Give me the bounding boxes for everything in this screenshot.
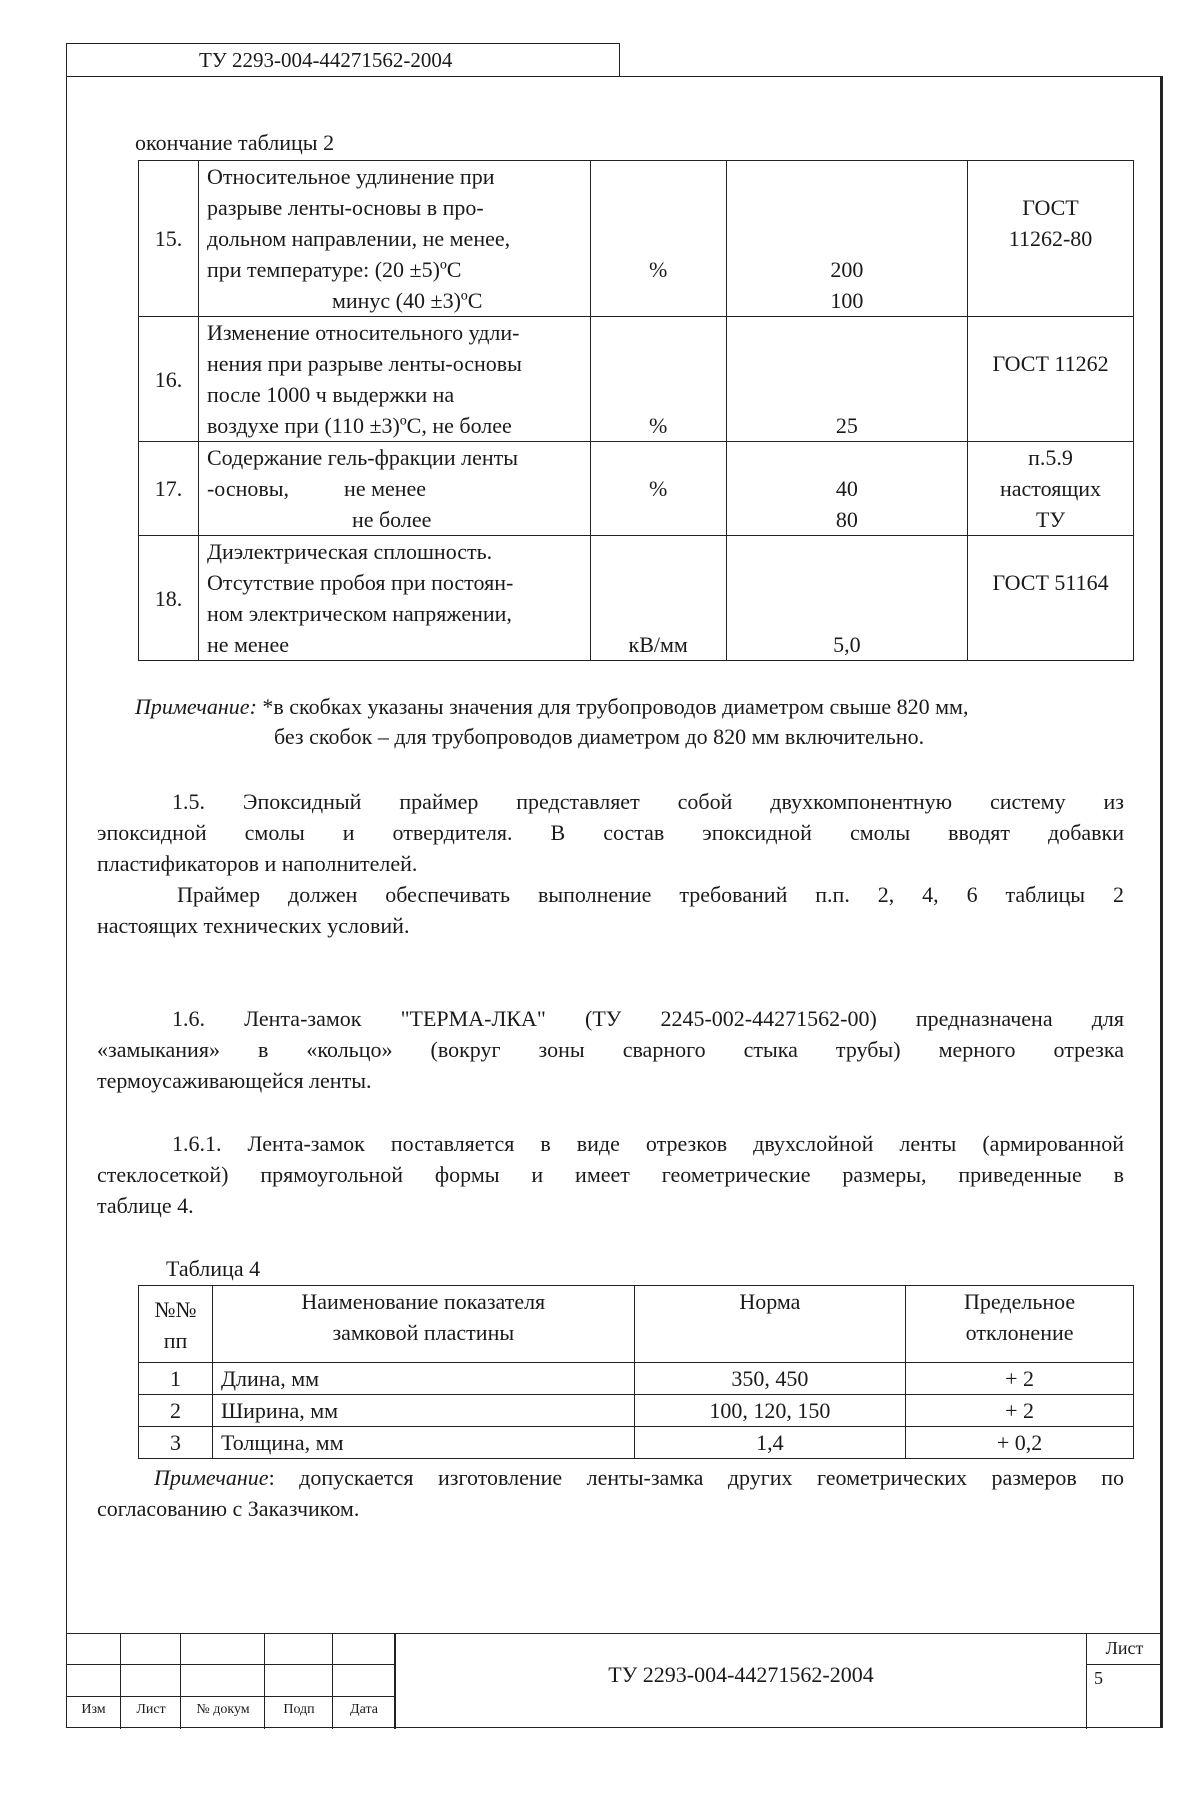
table-row — [139, 1427, 1134, 1459]
row-parameter: Относительное удлинение при разрыве ленты-основы в про- дольном направлении, не менее, при температуре: (20 ±5)ºС минус (40 ±3)ºС — [198, 161, 590, 317]
top-document-code: ТУ 2293-004-44271562-2004 — [66, 43, 620, 76]
table-row — [139, 161, 1134, 317]
table-row — [139, 442, 1134, 536]
table-row — [139, 317, 1134, 442]
header-tolerance: Предельное отклонение — [906, 1286, 1134, 1363]
row-tolerance: + 2 — [906, 1395, 1134, 1427]
row-parameter: Изменение относительного удли- нения при разрыве ленты-основы после 1000 ч выдержки на воздухе при (110 ±3)ºС, не более — [198, 317, 590, 442]
label-signature: Подп — [283, 1702, 315, 1717]
sheet-number: 5 — [1094, 1668, 1103, 1688]
row-value: 25 — [726, 317, 967, 442]
table-row — [139, 536, 1134, 661]
table-header-row — [139, 1286, 1134, 1363]
table-row — [139, 1363, 1134, 1395]
label-date: Дата — [350, 1702, 378, 1717]
table4-caption: Таблица 4 — [166, 1256, 261, 1281]
table4 — [138, 1285, 1134, 1459]
row-number: 17. — [139, 442, 199, 536]
row-unit: кВ/мм — [590, 536, 726, 661]
row-method: ГОСТ 11262-80 — [968, 161, 1134, 317]
row-parameter: Содержание гель-фракции ленты -основы, не менее не более — [198, 442, 590, 536]
label-izm: Изм — [81, 1702, 106, 1717]
row-name: Ширина, мм — [212, 1395, 634, 1427]
row-number: 16. — [139, 317, 199, 442]
header-name: Наименование показателя замковой пластины — [212, 1286, 634, 1363]
paragraph-1-5: 1.5. Эпоксидный праймер представляет собой двухкомпонентную систему из эпоксидной смолы и отвердителя. В состав эпоксидной смолы вводят добавки пластификаторов и наполнителей. Праймер должен обеспечивать выполнение требований п.п. 2, 4, 6 таблицы 2 настоящих технических условий. — [97, 789, 1124, 938]
table2-note-line1: Примечание: *в скобках указаны значения для трубопроводов диаметром свыше 820 мм, — [135, 694, 969, 719]
label-list: Лист — [136, 1702, 166, 1717]
frame-right-edge — [1160, 76, 1163, 1728]
row-tolerance: + 0,2 — [906, 1427, 1134, 1459]
paragraph-1-6: 1.6. Лента-замок "ТЕРМА-ЛКА" (ТУ 2245-002-44271562-00) предназначена для «замыкания» в «кольцо» (вокруг зоны сварного стыка трубы) мерного отрезка термоусаживающейся ленты. — [97, 1006, 1124, 1093]
row-norm: 1,4 — [634, 1427, 906, 1459]
row-method: п.5.9 настоящих ТУ — [968, 442, 1134, 536]
table2 — [138, 160, 1134, 661]
title-block — [66, 1633, 1163, 1729]
row-parameter: Диэлектрическая сплошность. Отсутствие пробоя при постоян- ном электрическом напряжении, не менее — [198, 536, 590, 661]
paragraph-1-6-1: 1.6.1. Лента-замок поставляется в виде отрезков двухслойной ленты (армированной стеклосеткой) прямоугольной формы и имеет геометрические размеры, приведенные в таблице 4. — [97, 1131, 1124, 1218]
row-method: ГОСТ 51164 — [968, 536, 1134, 661]
row-value: 200 100 — [726, 161, 967, 317]
row-unit: % — [590, 442, 726, 536]
table2-caption: окончание таблицы 2 — [135, 130, 335, 155]
row-norm: 350, 450 — [634, 1363, 906, 1395]
row-name: Толщина, мм — [212, 1427, 634, 1459]
row-method: ГОСТ 11262 — [968, 317, 1134, 442]
title-block-doc-code: ТУ 2293-004-44271562-2004 — [608, 1662, 874, 1687]
table-row — [139, 1395, 1134, 1427]
table2-note-line2: без скобок – для трубопроводов диаметром до 820 мм включительно. — [274, 724, 925, 749]
table4-note: Примечание: допускается изготовление ленты-замка других геометрических размеров по согласованию с Заказчиком. — [97, 1465, 1124, 1521]
header-num: №№ пп — [139, 1286, 213, 1363]
sheet-label: Лист — [1105, 1638, 1144, 1658]
row-number: 18. — [139, 536, 199, 661]
row-value: 5,0 — [726, 536, 967, 661]
row-norm: 100, 120, 150 — [634, 1395, 906, 1427]
row-number: 1 — [139, 1363, 213, 1395]
header-norm: Норма — [634, 1286, 906, 1363]
row-tolerance: + 2 — [906, 1363, 1134, 1395]
row-unit: % — [590, 317, 726, 442]
row-name: Длина, мм — [212, 1363, 634, 1395]
row-number: 2 — [139, 1395, 213, 1427]
row-unit: % — [590, 161, 726, 317]
row-value: 40 80 — [726, 442, 967, 536]
row-number: 3 — [139, 1427, 213, 1459]
label-doc-number: № докум — [196, 1702, 250, 1717]
row-number: 15. — [139, 161, 199, 317]
